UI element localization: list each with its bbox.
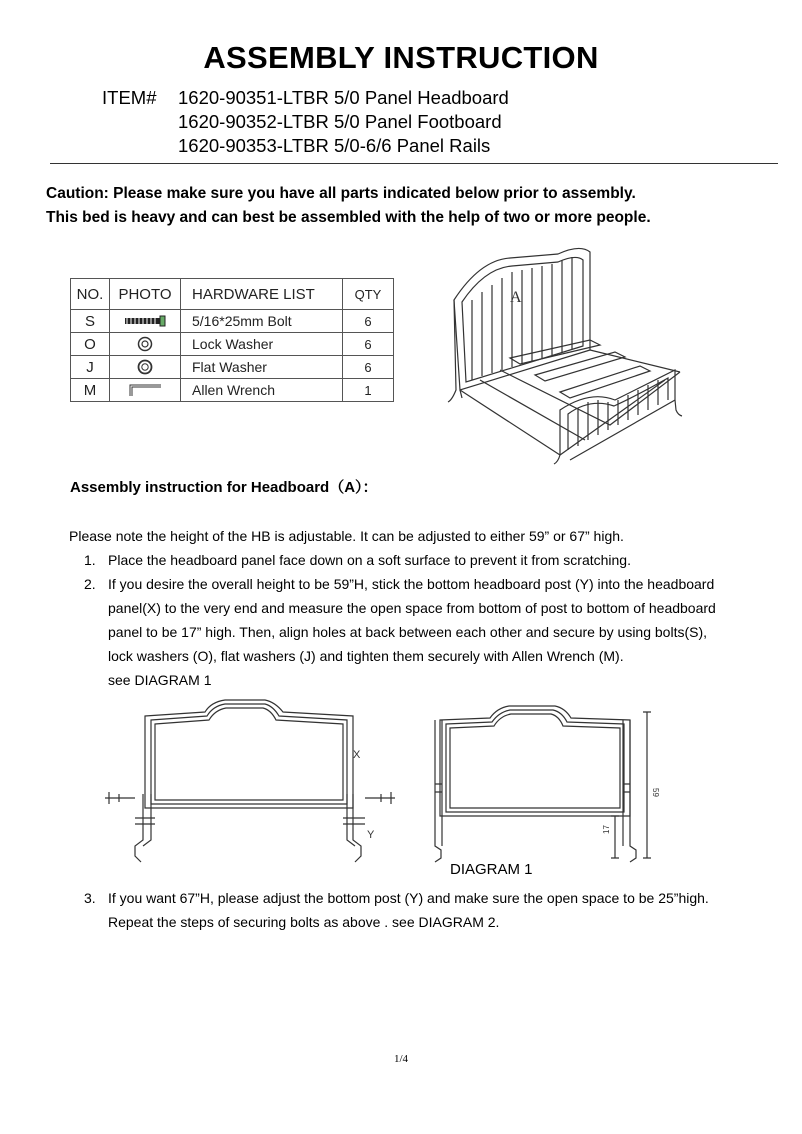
- height-note: Please note the height of the HB is adjustable. It can be adjusted to either 59” or 67” high.: [69, 528, 624, 544]
- row-no: S: [71, 310, 110, 333]
- post-label: Y: [367, 829, 375, 841]
- section-heading: Assembly instruction for Headboard（A）：: [70, 479, 378, 496]
- row-name: 5/16*25mm Bolt: [181, 310, 343, 333]
- step-text: see DIAGRAM 1: [108, 672, 212, 688]
- row-no: J: [71, 356, 110, 379]
- row-no: O: [71, 333, 110, 356]
- header-hardware-list: HARDWARE LIST: [181, 279, 343, 310]
- row-name: Lock Washer: [181, 333, 343, 356]
- item-line-footboard: 1620-90352-LTBR 5/0 Panel Footboard: [178, 111, 502, 132]
- table-row: [71, 310, 394, 333]
- panel-label: X: [353, 749, 361, 761]
- item-label: ITEM#: [102, 87, 157, 108]
- table-row: [71, 333, 394, 356]
- table-header-row: [71, 279, 394, 310]
- step-text: panel to be 17” high. Then, align holes at back between each other and secure by using bolts(S),: [108, 624, 708, 640]
- flat-washer-icon: [110, 356, 181, 379]
- caution-line-1: Caution: Please make sure you have all parts indicated below prior to assembly.: [46, 185, 636, 202]
- step-text: panel(X) to the very end and measure the open space from bottom of post to bottom of headboard: [108, 600, 716, 616]
- header-photo: PHOTO: [110, 279, 181, 310]
- gap-dimension: 17: [602, 825, 611, 834]
- step-text: If you want 67”H, please adjust the bottom post (Y) and make sure the open space to be 25”high.: [108, 890, 709, 906]
- bed-illustration: [440, 240, 780, 465]
- row-name: Allen Wrench: [181, 379, 343, 402]
- table-row: [71, 379, 394, 402]
- hardware-table: [70, 278, 394, 402]
- row-name: Flat Washer: [181, 356, 343, 379]
- page-title: ASSEMBLY INSTRUCTION: [203, 40, 599, 75]
- step-text: If you desire the overall height to be 59”H, stick the bottom headboard post (Y) into the headboard: [108, 576, 715, 592]
- header-qty: QTY: [343, 279, 394, 310]
- row-qty: 1: [343, 379, 394, 402]
- step-number: 2.: [84, 576, 96, 592]
- item-line-headboard: 1620-90351-LTBR 5/0 Panel Headboard: [178, 87, 509, 108]
- step-number: 3.: [84, 890, 96, 906]
- header-no: NO.: [71, 279, 110, 310]
- lock-washer-icon: [110, 333, 181, 356]
- header-divider: [50, 163, 778, 164]
- step-text: Repeat the steps of securing bolts as above . see DIAGRAM 2.: [108, 914, 500, 930]
- diagram-1: [95, 698, 660, 868]
- step-number: 1.: [84, 552, 96, 568]
- table-row: [71, 356, 394, 379]
- height-dimension: 59: [651, 788, 660, 797]
- item-line-rails: 1620-90353-LTBR 5/0-6/6 Panel Rails: [178, 135, 491, 156]
- bed-label: A: [510, 289, 522, 306]
- allen-wrench-icon: [110, 379, 181, 402]
- row-qty: 6: [343, 333, 394, 356]
- bolt-icon: [110, 310, 181, 333]
- step-text: lock washers (O), flat washers (J) and tighten them securely with Allen Wrench (M).: [108, 648, 624, 664]
- step-text: Place the headboard panel face down on a soft surface to prevent it from scratching.: [108, 552, 631, 568]
- page-number: 1/4: [393, 1053, 409, 1065]
- row-qty: 6: [343, 310, 394, 333]
- row-no: M: [71, 379, 110, 402]
- diagram-label: DIAGRAM 1: [450, 861, 533, 878]
- row-qty: 6: [343, 356, 394, 379]
- caution-line-2: This bed is heavy and can best be assembled with the help of two or more people.: [46, 209, 651, 226]
